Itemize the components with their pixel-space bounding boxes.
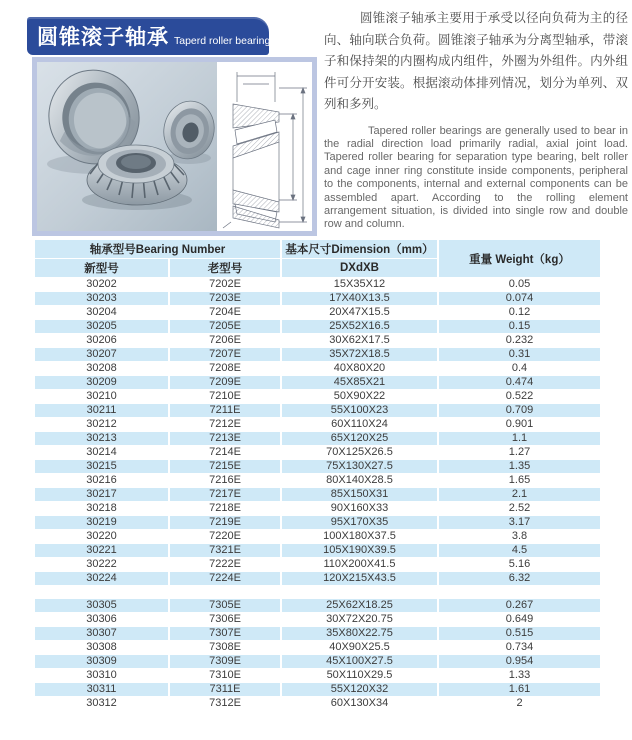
table-row: [35, 432, 600, 446]
cell-old-model: 7305E: [168, 599, 280, 613]
cell-weight: 3.17: [437, 516, 600, 530]
cell-new-model: 30204: [35, 306, 168, 320]
cell-weight: 0.074: [437, 292, 600, 306]
cell-old-model: 7217E: [168, 488, 280, 502]
cell-old-model: 7308E: [168, 641, 280, 655]
table-row: [35, 558, 600, 572]
table-row: [35, 362, 600, 376]
cell-weight: 0.4: [437, 362, 600, 376]
cell-weight: 2.52: [437, 502, 600, 516]
cell-new-model: 30308: [35, 641, 168, 655]
cell-dimension: 50X90X22: [280, 390, 437, 404]
cell-old-model: 7312E: [168, 697, 280, 711]
cell-old-model: 7213E: [168, 432, 280, 446]
product-image-box: [32, 57, 317, 236]
cell-weight: 1.65: [437, 474, 600, 488]
table-row: [35, 446, 600, 460]
cell-dimension: 75X130X27.5: [280, 460, 437, 474]
table-section-gap: [35, 586, 600, 599]
cell-old-model: 7311E: [168, 683, 280, 697]
table-row: [35, 572, 600, 586]
table-row: [35, 348, 600, 362]
table-row: [35, 278, 600, 292]
cell-old-model: 7215E: [168, 460, 280, 474]
cell-new-model: 30218: [35, 502, 168, 516]
cell-dimension: 100X180X37.5: [280, 530, 437, 544]
cell-new-model: 30310: [35, 669, 168, 683]
cell-new-model: 30222: [35, 558, 168, 572]
intro-paragraph-en: Tapered roller bearings are generally used to bear in the radial direction load primarily radial, axial joint load. Tapered roller bearing for separation type bearing, belt roller and cage inner ring constitute inside components, peripheral to the components, internal and external components can be assembled apart. According to the rolling element arrangement situation, is divided into single row and double row and column.: [324, 124, 628, 231]
table-row: [35, 683, 600, 697]
cell-old-model: 7309E: [168, 655, 280, 669]
cell-new-model: 30217: [35, 488, 168, 502]
cell-dimension: 55X120X32: [280, 683, 437, 697]
cell-weight: 6.32: [437, 572, 600, 586]
cell-old-model: 7218E: [168, 502, 280, 516]
cell-old-model: 7208E: [168, 362, 280, 376]
cell-new-model: 30312: [35, 697, 168, 711]
col-header-weight: 重量 Weight（kg）: [437, 240, 600, 278]
cell-weight: 1.33: [437, 669, 600, 683]
cell-new-model: 30214: [35, 446, 168, 460]
cell-dimension: 50X110X29.5: [280, 669, 437, 683]
cell-new-model: 30207: [35, 348, 168, 362]
cell-dimension: 35X72X18.5: [280, 348, 437, 362]
cell-old-model: 7207E: [168, 348, 280, 362]
table-section-2: [35, 599, 600, 711]
cell-dimension: 55X100X23: [280, 404, 437, 418]
cell-weight: 0.954: [437, 655, 600, 669]
cell-old-model: 7220E: [168, 530, 280, 544]
intro-paragraph-zh: 圆锥滚子轴承主要用于承受以径向负荷为主的径向、轴向联合负荷。圆锥滚子轴承为分离型轴承，带滚子和保持架的内圈构成内组件，外圈为外组件。内外组件可分开安装。根据滚动体排列情况，划分为单列、双列和多列。: [324, 11, 628, 111]
intro-text-column: [324, 8, 628, 232]
cell-dimension: 95X170X35: [280, 516, 437, 530]
table-row: [35, 655, 600, 669]
cell-weight: 0.709: [437, 404, 600, 418]
cell-dimension: 45X100X27.5: [280, 655, 437, 669]
cell-old-model: 7321E: [168, 544, 280, 558]
cell-dimension: 25X62X18.25: [280, 599, 437, 613]
table-row: [35, 404, 600, 418]
cell-new-model: 30210: [35, 390, 168, 404]
cell-weight: 0.901: [437, 418, 600, 432]
cell-old-model: 7224E: [168, 572, 280, 586]
table-row: [35, 669, 600, 683]
cell-new-model: 30213: [35, 432, 168, 446]
cell-old-model: 7219E: [168, 516, 280, 530]
cell-old-model: 7205E: [168, 320, 280, 334]
cell-dimension: 80X140X28.5: [280, 474, 437, 488]
cell-weight: 1.27: [437, 446, 600, 460]
cell-dimension: 105X190X39.5: [280, 544, 437, 558]
cell-dimension: 40X80X20: [280, 362, 437, 376]
cell-weight: 0.12: [437, 306, 600, 320]
cell-new-model: 30224: [35, 572, 168, 586]
table-row: [35, 613, 600, 627]
cell-weight: 0.15: [437, 320, 600, 334]
page-title-banner: [27, 17, 276, 55]
cell-dimension: 15X35X12: [280, 278, 437, 292]
cell-old-model: 7310E: [168, 669, 280, 683]
cell-old-model: 7210E: [168, 390, 280, 404]
cell-dimension: 85X150X31: [280, 488, 437, 502]
cell-new-model: 30221: [35, 544, 168, 558]
cell-weight: 4.5: [437, 544, 600, 558]
cell-dimension: 70X125X26.5: [280, 446, 437, 460]
bearing-spec-table: [35, 240, 600, 711]
cell-dimension: 65X120X25: [280, 432, 437, 446]
cell-dimension: 17X40X13.5: [280, 292, 437, 306]
col-header-new-model: 新型号: [35, 259, 168, 278]
cell-new-model: 30311: [35, 683, 168, 697]
cell-weight: 2.1: [437, 488, 600, 502]
table-row: [35, 488, 600, 502]
cell-weight: 0.515: [437, 627, 600, 641]
cell-old-model: 7206E: [168, 334, 280, 348]
cell-old-model: 7216E: [168, 474, 280, 488]
col-header-old-model: 老型号: [168, 259, 280, 278]
col-header-dimension: 基本尺寸Dimension（mm）: [280, 240, 437, 259]
cell-new-model: 30219: [35, 516, 168, 530]
cell-weight: 1.1: [437, 432, 600, 446]
page-subtitle: Taperd roller bearings: [174, 35, 276, 47]
cell-dimension: 60X130X34: [280, 697, 437, 711]
cell-new-model: 30307: [35, 627, 168, 641]
cell-weight: 0.522: [437, 390, 600, 404]
cell-old-model: 7306E: [168, 613, 280, 627]
table-row: [35, 697, 600, 711]
cell-dimension: 60X110X24: [280, 418, 437, 432]
cell-weight: 0.05: [437, 278, 600, 292]
cell-weight: 0.474: [437, 376, 600, 390]
table-row: [35, 627, 600, 641]
table-row: [35, 390, 600, 404]
cell-dimension: 30X62X17.5: [280, 334, 437, 348]
cell-dimension: 40X90X25.5: [280, 641, 437, 655]
cell-weight: 0.267: [437, 599, 600, 613]
cell-dimension: 20X47X15.5: [280, 306, 437, 320]
cell-old-model: 7211E: [168, 404, 280, 418]
cell-new-model: 30205: [35, 320, 168, 334]
cell-new-model: 30212: [35, 418, 168, 432]
table-row: [35, 460, 600, 474]
cell-dimension: 45X85X21: [280, 376, 437, 390]
table-row: [35, 320, 600, 334]
table-row: [35, 306, 600, 320]
cell-weight: 3.8: [437, 530, 600, 544]
cell-old-model: 7209E: [168, 376, 280, 390]
cell-new-model: 30305: [35, 599, 168, 613]
table-header: [35, 240, 600, 278]
table-row: [35, 516, 600, 530]
col-header-bearing-number: 轴承型号Bearing Number: [35, 240, 280, 259]
cell-weight: 0.734: [437, 641, 600, 655]
cell-old-model: 7202E: [168, 278, 280, 292]
cell-old-model: 7222E: [168, 558, 280, 572]
cell-old-model: 7204E: [168, 306, 280, 320]
cell-new-model: 30208: [35, 362, 168, 376]
cell-new-model: 30215: [35, 460, 168, 474]
cell-old-model: 7212E: [168, 418, 280, 432]
bearing-photo: [37, 62, 217, 231]
table-row: [35, 530, 600, 544]
table-row: [35, 292, 600, 306]
cell-new-model: 30220: [35, 530, 168, 544]
cell-dimension: 25X52X16.5: [280, 320, 437, 334]
cell-dimension: 30X72X20.75: [280, 613, 437, 627]
cell-dimension: 110X200X41.5: [280, 558, 437, 572]
cell-weight: 2: [437, 697, 600, 711]
cell-weight: 0.232: [437, 334, 600, 348]
cell-new-model: 30203: [35, 292, 168, 306]
table-row: [35, 599, 600, 613]
cell-dimension: 90X160X33: [280, 502, 437, 516]
cell-new-model: 30216: [35, 474, 168, 488]
table-section-1: [35, 278, 600, 586]
table-row: [35, 502, 600, 516]
cell-weight: 0.31: [437, 348, 600, 362]
col-header-dimension-sub: DXdXB: [280, 259, 437, 278]
cell-new-model: 30206: [35, 334, 168, 348]
cell-weight: 1.35: [437, 460, 600, 474]
cell-weight: 5.16: [437, 558, 600, 572]
cell-old-model: 7214E: [168, 446, 280, 460]
table-row: [35, 334, 600, 348]
table-row: [35, 474, 600, 488]
table-row: [35, 641, 600, 655]
cell-weight: 0.649: [437, 613, 600, 627]
cell-old-model: 7307E: [168, 627, 280, 641]
cell-old-model: 7203E: [168, 292, 280, 306]
cell-new-model: 30202: [35, 278, 168, 292]
cell-new-model: 30209: [35, 376, 168, 390]
cell-dimension: 35X80X22.75: [280, 627, 437, 641]
cell-new-model: 30306: [35, 613, 168, 627]
bearing-cross-section-diagram: [217, 62, 312, 231]
cell-weight: 1.61: [437, 683, 600, 697]
cell-new-model: 30211: [35, 404, 168, 418]
table-row: [35, 544, 600, 558]
cell-dimension: 120X215X43.5: [280, 572, 437, 586]
cell-new-model: 30309: [35, 655, 168, 669]
table-row: [35, 418, 600, 432]
table-row: [35, 376, 600, 390]
page-title: 圆锥滚子轴承: [37, 26, 169, 49]
